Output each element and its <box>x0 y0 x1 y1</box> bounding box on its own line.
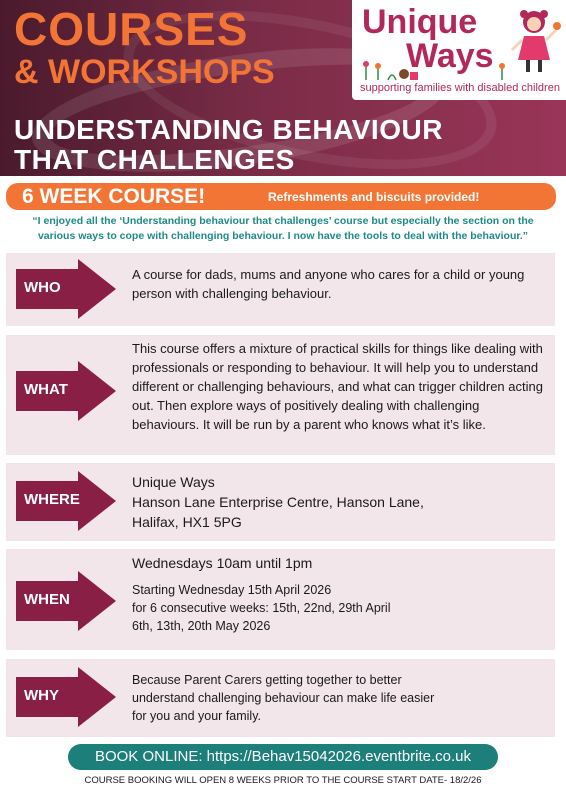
what-text <box>132 339 547 434</box>
why-line2: understand challenging behaviour can make life easier <box>132 691 435 705</box>
when-start: Starting Wednesday 15th April 2026 <box>132 583 332 597</box>
where-text <box>132 472 547 532</box>
when-text <box>132 553 547 635</box>
logo-unique-text: Unique <box>362 3 478 41</box>
when-may-dates: 6th, 13th, 20th May 2026 <box>132 619 271 633</box>
where-address2: Halifax, HX1 5PG <box>132 514 242 530</box>
book-online-banner[interactable] <box>68 744 498 770</box>
course-length-banner <box>6 183 556 210</box>
why-text <box>132 671 547 725</box>
section-when <box>6 549 555 650</box>
when-april-dates: for 6 consecutive weeks: 15th, 22nd, 29th April <box>132 601 391 615</box>
course-length-text: 6 WEEK COURSE! <box>22 185 206 208</box>
section-what <box>6 335 555 455</box>
refreshments-text: Refreshments and biscuits provided! <box>268 190 480 204</box>
why-line3: for you and your family. <box>132 709 261 723</box>
when-label: WHEN <box>24 591 70 608</box>
where-org: Unique Ways <box>132 474 215 490</box>
workshops-heading: & WORKSHOPS <box>14 53 275 91</box>
logo-tagline: supporting families with disabled children <box>360 82 560 94</box>
section-where <box>6 463 555 541</box>
course-title-line1: UNDERSTANDING BEHAVIOUR <box>14 114 443 145</box>
testimonial-quote: “I enjoyed all the ‘Understanding behaviour that challenges’ course but especially the section on the various ways to cope with challenging behaviour. I now have the tools to deal with the behaviour.” <box>32 215 534 242</box>
course-title-line2: THAT CHALLENGES <box>14 144 295 175</box>
unique-ways-logo <box>352 0 566 100</box>
where-label: WHERE <box>24 491 80 508</box>
what-description: This course offers a mixture of practical skills for things like dealing with professionals or responding to behaviour. It will help you to understand different or challenging behaviours, and what can trigger children acting out. Then explore ways of positively dealing with challenging behaviours. It will be run by a parent who knows what it’s like. <box>132 341 543 432</box>
who-text <box>132 265 547 303</box>
why-line1: Because Parent Carers getting together to better <box>132 673 402 687</box>
header-banner <box>0 0 566 176</box>
book-online-link[interactable]: BOOK ONLINE: https://Behav15042026.eventbrite.co.uk <box>94 748 472 765</box>
why-label: WHY <box>24 687 59 704</box>
where-address1: Hanson Lane Enterprise Centre, Hanson Lane, <box>132 494 424 510</box>
section-who <box>6 253 555 326</box>
courses-heading: COURSES <box>14 3 249 55</box>
section-why <box>6 659 555 737</box>
course-title <box>14 115 443 175</box>
who-description: A course for dads, mums and anyone who cares for a child or young person with challenging behaviour. <box>132 267 525 301</box>
booking-footer-note: COURSE BOOKING WILL OPEN 8 WEEKS PRIOR TO THE COURSE START DATE- 18/2/26 <box>84 775 482 786</box>
who-label: WHO <box>24 279 61 296</box>
logo-ways-text: Ways <box>406 37 494 75</box>
when-schedule: Wednesdays 10am until 1pm <box>132 555 313 571</box>
what-label: WHAT <box>24 381 68 398</box>
